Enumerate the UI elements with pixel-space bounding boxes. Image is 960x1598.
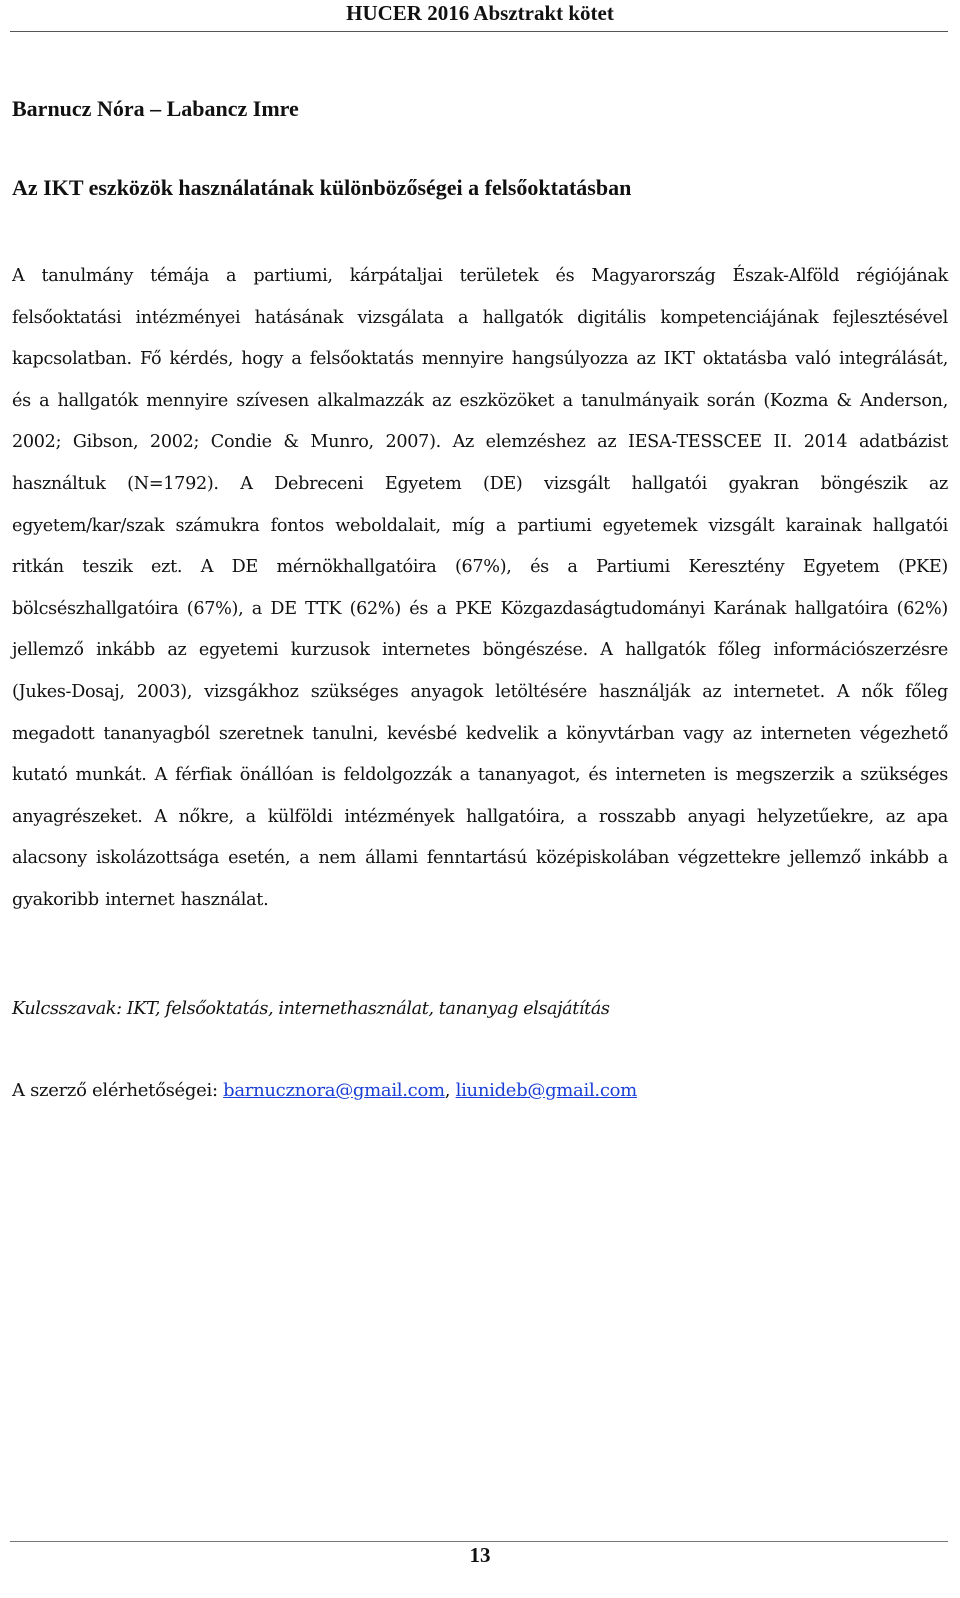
header-divider	[10, 31, 948, 32]
keywords-line: Kulcsszavak: IKT, felsőoktatás, internethasználat, tananyag elsajátítás	[12, 999, 610, 1019]
abstract-paragraph: A tanulmány témája a partiumi, kárpátaljai területek és Magyarország Észak-Alföld régiójának felsőoktatási intézményei hatásának vizsgálata a hallgatók digitális kompetenciájának fejlesztésével kapcsolatban. Fő kérdés, hogy a felsőoktatás mennyire hangsúlyozza az IKT oktatásba való integrálását, és a hallgatók mennyire szívesen alkalmazzák az eszközöket a tanulmányaik során (Kozma & Anderson, 2002; Gibson, 2002; Condie & Munro, 2007). Az elemzéshez az IESA-TESSCEE II. 2014 adatbázist használtuk (N=1792). A Debreceni Egyetem (DE) vizsgált hallgatói gyakran böngészik az egyetem/kar/szak számukra fontos weboldalait, míg a partiumi egyetemek vizsgált karainak hallgatói ritkán teszik ezt. A DE mérnökhallgatóira (67%), és a Partiumi Keresztény Egyetem (PKE) bölcsészhallgatóira (67%), a DE TTK (62%) és a PKE Közgazdaságtudományi Karának hallgatóira (62%) jellemző inkább az egyetemi kurzusok internetes böngészése. A hallgatók főleg információszerzésre (Jukes-Dosaj, 2003), vizsgákhoz szükséges anyagok letöltésére használják az internetet. A nők főleg megadott tananyagból szeretnek tanulni, kevésbé kedvelik a könyvtárban vagy az interneten végezhető kutató munkát. A férfiak önállóan is feldolgozzák a tananyagot, és interneten is megszerzik a szükséges anyagrészeket. A nőkre, a külföldi intézmények hallgatóira, a rosszabb anyagi helyzetűekre, az apa alacsony iskolázottsága esetén, a nem állami fenntartású középiskolában végzettekre jellemző inkább a gyakoribb internet használat.	[12, 266, 948, 910]
contact-separator: ,	[444, 1080, 456, 1101]
article-title: Az IKT eszközök használatának különbözőségei a felsőoktatásban	[12, 175, 632, 200]
email-link-liunideb[interactable]: liunideb@gmail.com	[455, 1080, 637, 1101]
page-number: 13	[469, 1543, 491, 1567]
running-header: HUCER 2016 Absztrakt kötet	[346, 1, 614, 25]
author-contact	[12, 1078, 637, 1104]
contact-label: A szerző elérhetőségei:	[12, 1080, 224, 1101]
email-link-barnucz[interactable]: barnucznora@gmail.com	[223, 1080, 445, 1101]
article-authors: Barnucz Nóra – Labancz Imre	[12, 96, 299, 121]
